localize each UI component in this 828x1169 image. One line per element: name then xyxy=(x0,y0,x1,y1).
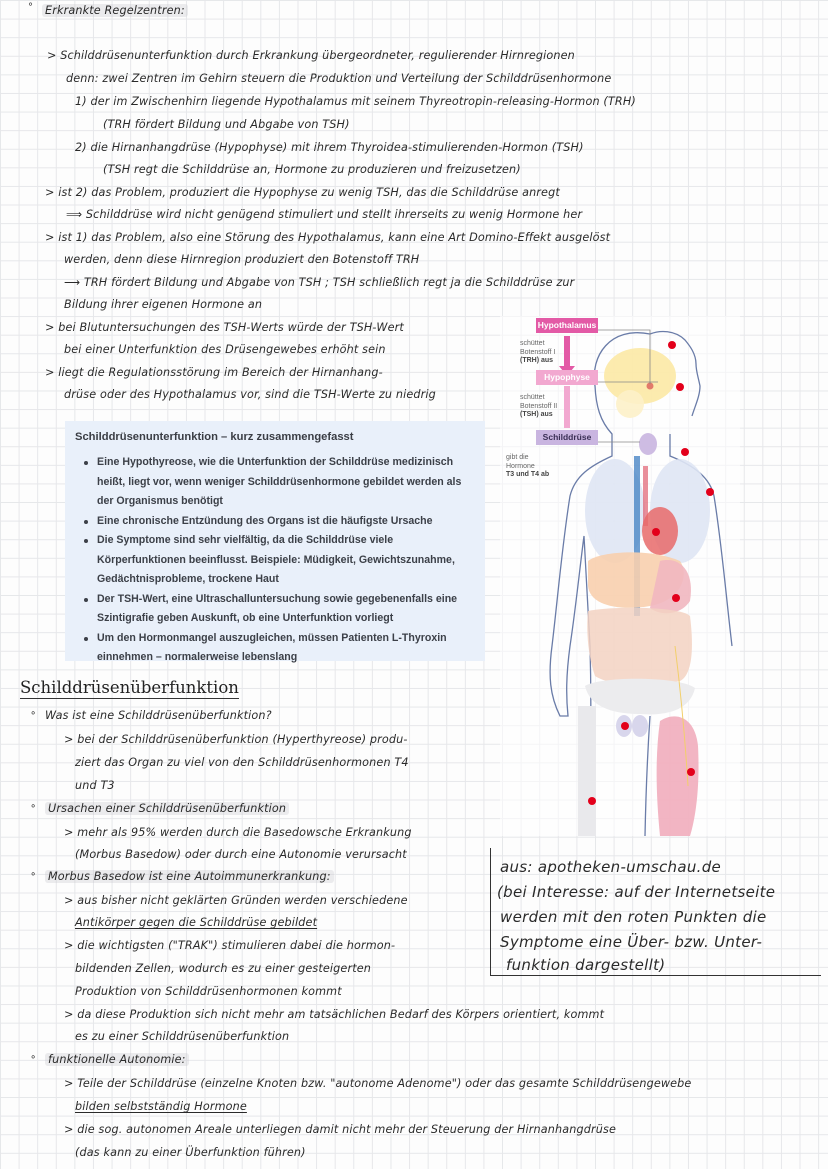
note-line: bildenden Zellen, wodurch es zu einer gesteigerten xyxy=(75,962,371,975)
bullet-dot: ∘ xyxy=(30,1052,37,1063)
note-line: ⟹ Schilddrüse wird nicht genügend stimuliert und stellt ihrerseits zu wenig Hormone her xyxy=(66,208,583,221)
note-line: (TRH fördert Bildung und Abgabe von TSH) xyxy=(103,118,350,131)
note-line: drüse oder des Hypothalamus vor, sind die TSH-Werte zu niedrig xyxy=(64,388,436,401)
summary-list xyxy=(75,453,477,668)
source-line: Symptome eine Über- bzw. Unter- xyxy=(500,933,763,951)
note-line: ⟶ TRH fördert Bildung und Abgabe von TSH ; TSH schließlich regt ja die Schilddrüse zur xyxy=(64,276,575,289)
note-line: (das kann zu einer Überfunktion führen) xyxy=(75,1146,306,1159)
bullet-dot: ∘ xyxy=(30,708,37,719)
summary-item: Die Symptome sind sehr vielfältig, da die Schilddrüse viele Körperfunktionen beeinflusst. Beispiele: Müdigkeit, Gewichtszunahme, Gedächtnisprobleme, trockene Haut xyxy=(97,531,477,590)
note-line: > bei Blutuntersuchungen des TSH-Werts würde der TSH-Wert xyxy=(45,321,404,334)
note-line: Morbus Basedow ist eine Autoimmunerkrankung: xyxy=(45,870,334,883)
note-line: > aus bisher nicht geklärten Gründen werden verschiedene xyxy=(64,894,408,907)
note-tsh: schüttet Botenstoff II (TSH) aus xyxy=(520,394,558,418)
section-heading-regelzentren: Erkrankte Regelzentren: xyxy=(42,4,188,17)
note-line: > die sog. autonomen Areale unterliegen damit nicht mehr der Steuerung der Hirnanhangdrüse xyxy=(64,1123,617,1136)
summary-box xyxy=(65,421,485,661)
summary-item: Der TSH-Wert, eine Ultraschalluntersuchung sowie gegebenenfalls eine Szintigrafie geben Auskunft, ob eine Unterfunktion vorliegt xyxy=(97,590,477,629)
note-line: > Schilddrüsenunterfunktion durch Erkrankung übergeordneter, regulierender Hirnregionen xyxy=(47,49,575,62)
note-line: werden, denn diese Hirnregion produziert den Botenstoff TRH xyxy=(64,253,420,266)
bullet-dot: ° xyxy=(28,2,33,13)
summary-item: Eine Hypothyreose, wie die Unterfunktion der Schilddrüse medizinisch heißt, liegt vor, wenn weniger Schilddrüsenhormone gebildet werden als der Organismus benötigt xyxy=(97,453,477,512)
note-line: > Teile der Schilddrüse (einzelne Knoten bzw. "autonome Adenome") oder das gesamte Schilddrüsengewebe xyxy=(64,1077,692,1090)
note-line: Antikörper gegen die Schilddrüse gebildet xyxy=(75,916,318,929)
anatomy-diagram xyxy=(500,316,740,836)
note-line: > da diese Produktion sich nicht mehr am tatsächlichen Bedarf des Körpers orientiert, kommt xyxy=(64,1008,605,1021)
note-line: 1) der im Zwischenhirn liegende Hypothalamus mit seinem Thyreotropin-releasing-Hormon (TRH) xyxy=(75,95,636,108)
note-line: > ist 1) das Problem, also eine Störung des Hypothalamus, kann eine Art Domino-Effekt ausgelöst xyxy=(45,231,611,244)
source-line: aus: apotheken-umschau.de xyxy=(500,858,722,876)
summary-item: Um den Hormonmangel auszugleichen, müssen Patienten L-Thyroxin einnehmen – normalerweise lebenslang xyxy=(97,629,477,668)
note-line: (Morbus Basedow) oder durch eine Autonomie verursacht xyxy=(75,848,407,861)
source-line: funktion dargestellt) xyxy=(506,956,666,974)
note-t3-t4: gibt die Hormone T3 und T4 ab xyxy=(506,454,550,478)
schilddruese-label: Schilddrüse xyxy=(536,430,598,445)
note-line: funktionelle Autonomie: xyxy=(45,1053,189,1066)
note-line: Produktion von Schilddrüsenhormonen kommt xyxy=(75,985,342,998)
hypophyse-label: Hypophyse xyxy=(536,370,598,385)
note-line: bei einer Unterfunktion des Drüsengewebes erhöht sein xyxy=(64,343,386,356)
note-line: und T3 xyxy=(75,779,115,792)
source-line: (bei Interesse: auf der Internetseite xyxy=(497,883,776,901)
hypothalamus-label: Hypothalamus xyxy=(536,318,598,333)
summary-item: Eine chronische Entzündung des Organs ist die häufigste Ursache xyxy=(97,512,477,532)
source-line: werden mit den roten Punkten die xyxy=(500,908,767,926)
note-line: > bei der Schilddrüsenüberfunktion (Hyperthyreose) produ- xyxy=(64,733,408,746)
section-title-ueberfunktion: Schilddrüsenüberfunktion xyxy=(20,678,239,697)
note-line: 2) die Hirnanhangdrüse (Hypophyse) mit ihrem Thyroidea-stimulierenden-Hormon (TSH) xyxy=(75,141,584,154)
note-line: > ist 2) das Problem, produziert die Hypophyse zu wenig TSH, das die Schilddrüse anregt xyxy=(45,186,560,199)
note-line: > liegt die Regulationsstörung im Bereich der Hirnanhang- xyxy=(45,366,383,379)
note-line: > mehr als 95% werden durch die Basedowsche Erkrankung xyxy=(64,826,412,839)
note-line: Was ist eine Schilddrüsenüberfunktion? xyxy=(45,709,272,722)
note-line: Bildung ihrer eigenen Hormone an xyxy=(64,298,263,311)
bullet-dot: ∘ xyxy=(30,869,37,880)
note-line: bilden selbstständig Hormone xyxy=(75,1100,247,1113)
summary-title: Schilddrüsenunterfunktion – kurz zusammengefasst xyxy=(75,431,354,443)
note-line: Ursachen einer Schilddrüsenüberfunktion xyxy=(45,802,289,815)
note-line: denn: zwei Zentren im Gehirn steuern die Produktion und Verteilung der Schilddrüsenhormone xyxy=(66,72,612,85)
note-line: es zu einer Schilddrüsenüberfunktion xyxy=(75,1030,290,1043)
bullet-dot: ∘ xyxy=(30,801,37,812)
note-trh: schüttet Botenstoff I (TRH) aus xyxy=(520,340,556,364)
note-line: > die wichtigsten ("TRAK") stimulieren dabei die hormon- xyxy=(64,939,396,952)
note-line: ziert das Organ zu viel von den Schilddrüsenhormonen T4 xyxy=(75,756,409,769)
note-line: (TSH regt die Schilddrüse an, Hormone zu produzieren und freizusetzen) xyxy=(103,163,521,176)
